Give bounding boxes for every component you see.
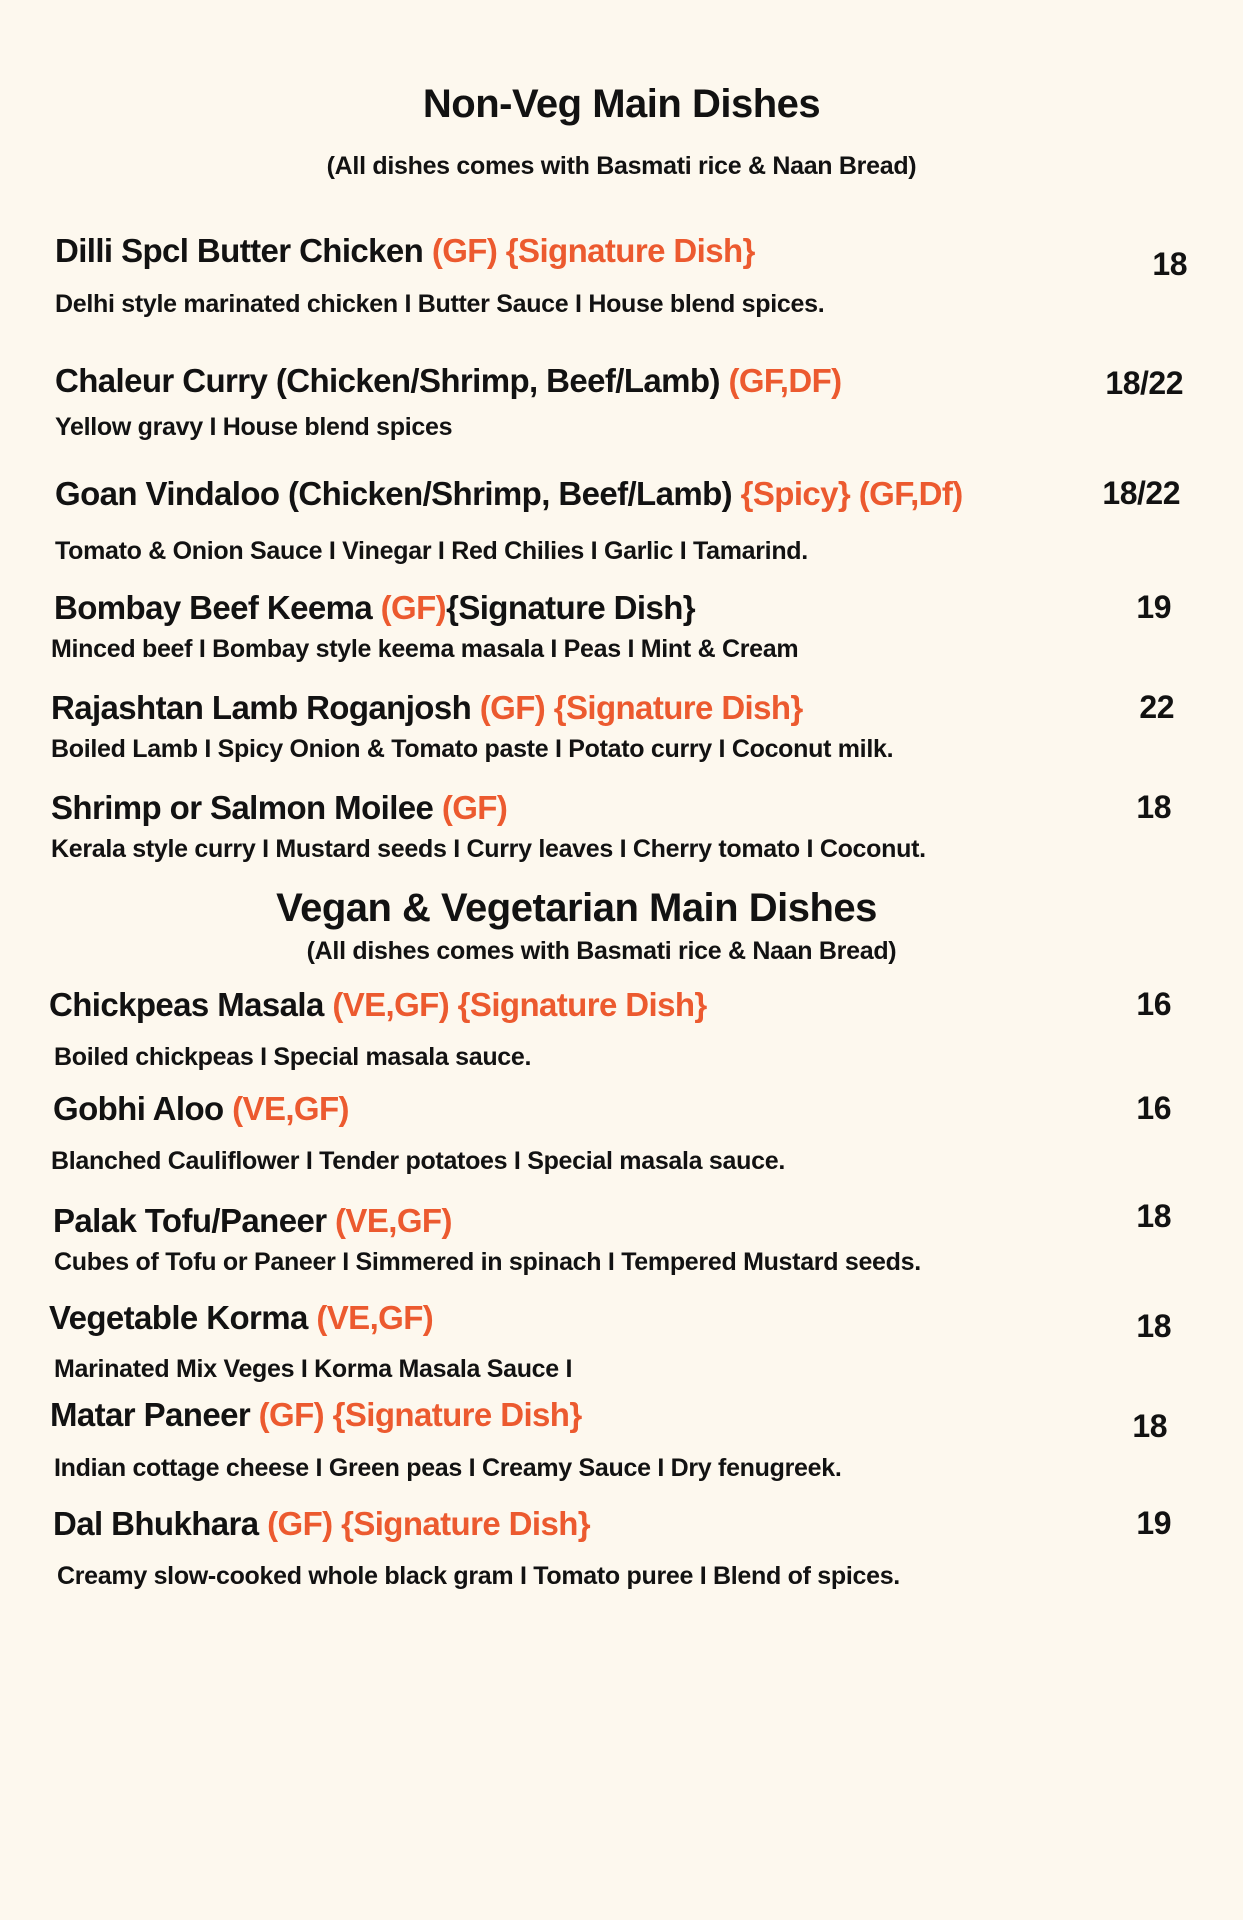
- dish-title-line: [53, 1092, 349, 1125]
- dish-title-line: [49, 1301, 433, 1334]
- dish-title-line: [53, 1204, 452, 1237]
- dish-tags: (VE,GF) {Signature Dish}: [332, 986, 707, 1023]
- dish-tags: (GF) {Signature Dish}: [258, 1396, 582, 1433]
- dish-name: Vegetable Korma: [49, 1299, 308, 1336]
- dish-tags: (GF,DF): [728, 362, 842, 399]
- dish-price: 19: [1136, 589, 1171, 625]
- dish-name: Dilli Spcl Butter Chicken: [55, 232, 424, 269]
- dish-title-line: [51, 791, 507, 824]
- dish-tags: (GF) {Signature Dish}: [431, 232, 755, 269]
- dish-tags: {Spicy} (GF,Df): [740, 475, 963, 512]
- dish-price: 18: [1136, 1198, 1171, 1234]
- dish-name: Goan Vindaloo (Chicken/Shrimp, Beef/Lamb): [55, 475, 733, 512]
- dish-tags: (VE,GF): [316, 1299, 434, 1336]
- dish-tags: (GF) {Signature Dish}: [479, 689, 803, 726]
- dish-description: Blanched Cauliflower I Tender potatoes I Special masala sauce.: [51, 1147, 785, 1175]
- dish-tags: (GF): [380, 589, 447, 626]
- dish-price: 16: [1136, 1090, 1171, 1126]
- dish-name: Rajashtan Lamb Roganjosh: [51, 689, 472, 726]
- dish-description: Indian cottage cheese I Green peas I Creamy Sauce I Dry fenugreek.: [54, 1454, 842, 1482]
- section-subtitle-vegan: (All dishes comes with Basmati rice & Naan Bread): [306, 937, 897, 965]
- dish-name: Bombay Beef Keema: [54, 589, 373, 626]
- dish-description: Yellow gravy I House blend spices: [55, 413, 453, 441]
- dish-price: 18: [1152, 246, 1187, 282]
- dish-name: Chaleur Curry (Chicken/Shrimp, Beef/Lamb): [55, 362, 720, 399]
- dish-title-line: [54, 591, 695, 624]
- dish-tags: (VE,GF): [232, 1090, 349, 1127]
- dish-price: 22: [1139, 689, 1174, 725]
- dish-tags: (VE,GF): [335, 1202, 452, 1239]
- dish-description: Boiled Lamb I Spicy Onion & Tomato paste I Potato curry I Coconut milk.: [51, 735, 894, 763]
- dish-title-line: [53, 1507, 590, 1540]
- section-title-non-veg: Non-Veg Main Dishes: [422, 82, 821, 126]
- dish-price: 18: [1132, 1408, 1167, 1444]
- dish-price: 18/22: [1105, 365, 1183, 401]
- section-subtitle-non-veg: (All dishes comes with Basmati rice & Naan Bread): [326, 152, 917, 180]
- dish-tags: (GF) {Signature Dish}: [267, 1505, 591, 1542]
- dish-description: Tomato & Onion Sauce I Vinegar I Red Chilies I Garlic I Tamarind.: [55, 537, 808, 565]
- section-title-vegan: Vegan & Vegetarian Main Dishes: [276, 886, 877, 930]
- dish-name-suffix: {Signature Dish}: [446, 589, 696, 626]
- dish-name: Shrimp or Salmon Moilee: [51, 789, 434, 826]
- dish-name: Gobhi Aloo: [53, 1090, 224, 1127]
- dish-name: Matar Paneer: [50, 1396, 251, 1433]
- dish-name: Palak Tofu/Paneer: [53, 1202, 327, 1239]
- dish-name: Chickpeas Masala: [49, 986, 324, 1023]
- dish-description: Boiled chickpeas I Special masala sauce.: [54, 1043, 532, 1071]
- dish-description: Cubes of Tofu or Paneer I Simmered in spinach I Tempered Mustard seeds.: [54, 1248, 921, 1276]
- dish-title-line: [50, 1398, 582, 1431]
- dish-price: 18: [1136, 789, 1171, 825]
- dish-price: 16: [1136, 986, 1171, 1022]
- dish-description: Delhi style marinated chicken I Butter Sauce I House blend spices.: [55, 290, 825, 318]
- dish-description: Creamy slow-cooked whole black gram I Tomato puree I Blend of spices.: [57, 1562, 900, 1590]
- dish-description: Kerala style curry I Mustard seeds I Curry leaves I Cherry tomato I Coconut.: [51, 835, 926, 863]
- dish-title-line: [55, 364, 842, 397]
- dish-price: 18/22: [1102, 475, 1180, 511]
- dish-title-line: [49, 988, 707, 1021]
- dish-tags: (GF): [441, 789, 508, 826]
- dish-description: Minced beef I Bombay style keema masala I Peas I Mint & Cream: [51, 635, 799, 663]
- dish-description: Marinated Mix Veges I Korma Masala Sauce I: [54, 1355, 573, 1383]
- dish-name: Dal Bhukhara: [53, 1505, 259, 1542]
- dish-title-line: [55, 234, 755, 267]
- dish-title-line: [55, 477, 963, 510]
- dish-price: 18: [1136, 1308, 1171, 1344]
- dish-title-line: [51, 691, 803, 724]
- dish-price: 19: [1136, 1505, 1171, 1541]
